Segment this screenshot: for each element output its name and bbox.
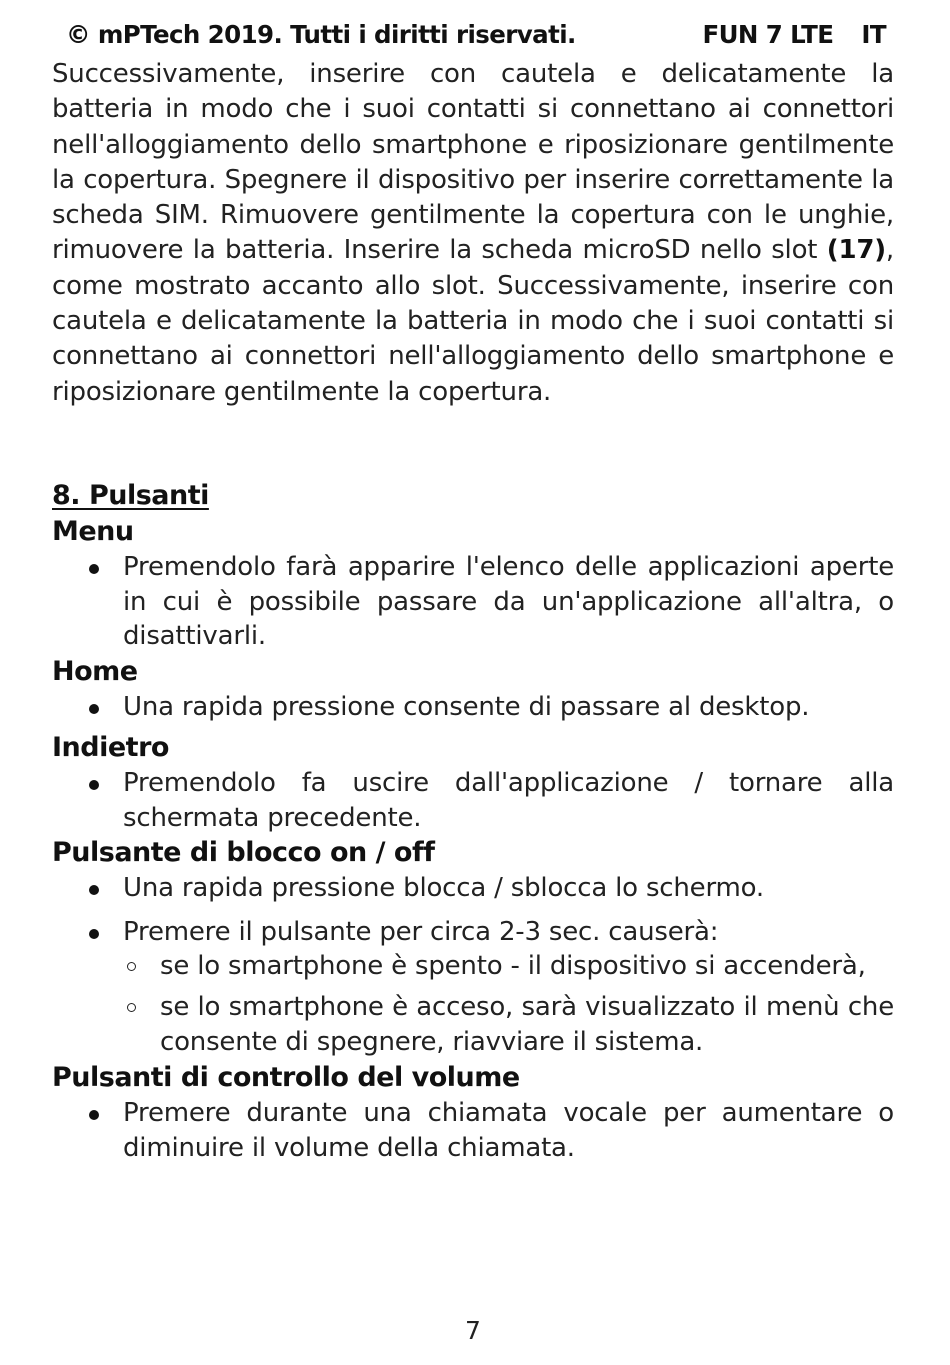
list-item	[52, 915, 894, 1061]
copyright-notice: © mPTech 2019. Tutti i diritti riservati.	[66, 20, 576, 49]
list-item-text: Premendolo farà apparire l'elenco delle applicazioni aperte in cui è possibile passare da un'applicazione all'altra, o disattivarli.	[123, 552, 894, 651]
sub-list-item	[123, 949, 894, 984]
circle-bullet-icon	[127, 962, 136, 971]
list-item	[52, 690, 894, 725]
bullet-icon	[89, 564, 99, 574]
power-heading: Pulsante di blocco on / off	[52, 837, 435, 868]
power-list	[52, 871, 894, 1060]
list-item-text: Una rapida pressione consente di passare al desktop.	[123, 691, 810, 722]
bullet-icon	[89, 929, 99, 939]
sub-list-item-text: se lo smartphone è spento - il dispositivo si accenderà,	[160, 951, 866, 981]
intro-text-before: Successivamente, inserire con cautela e delicatamente la batteria in modo che i suoi contatti si connettano ai connettori nell'alloggiamento dello smartphone e riposizionare gentilmente la copertura. Spegnere il dispositivo per inserire correttamente la scheda SIM. Rimuovere gentilmente la copertura con le unghie, rimuovere la batteria. Inserire la scheda microSD nello slot	[52, 59, 894, 266]
back-heading: Indietro	[52, 732, 169, 763]
sub-list-item	[123, 990, 894, 1060]
running-header	[66, 20, 886, 54]
intro-text-after: , come mostrato accanto allo slot. Successivamente, inserire con cautela e delicatamente la batteria in modo che i suoi contatti si connettano ai connettori nell'alloggiamento dello smartphone e riposizionare gentilmente la copertura.	[52, 235, 894, 407]
list-item	[52, 1096, 894, 1165]
slot-reference: (17)	[826, 235, 886, 266]
page-number: 7	[465, 1316, 481, 1345]
bullet-icon	[89, 885, 99, 895]
list-item-text: Premere il pulsante per circa 2-3 sec. causerà:	[123, 916, 719, 947]
list-item	[52, 550, 894, 654]
home-list	[52, 690, 894, 725]
bullet-icon	[89, 1110, 99, 1120]
language-code: IT	[861, 20, 886, 49]
list-item-text: Una rapida pressione blocca / sblocca lo schermo.	[123, 873, 764, 903]
volume-list	[52, 1096, 894, 1165]
buttons-section	[52, 478, 894, 1165]
list-item	[52, 871, 894, 906]
home-heading: Home	[52, 655, 138, 687]
power-sublist	[123, 949, 894, 1060]
menu-heading: Menu	[52, 516, 134, 547]
bullet-icon	[89, 780, 99, 790]
volume-heading: Pulsanti di controllo del volume	[52, 1062, 520, 1093]
section-title: 8. Pulsanti	[52, 480, 209, 511]
intro-paragraph	[52, 57, 894, 410]
circle-bullet-icon	[127, 1003, 136, 1012]
list-item-text: Premere durante una chiamata vocale per aumentare o diminuire il volume della chiamata.	[123, 1098, 894, 1163]
menu-list	[52, 550, 894, 654]
list-item	[52, 766, 894, 835]
model-language	[675, 20, 887, 49]
document-page	[52, 0, 894, 1365]
list-item-text: Premendolo fa uscire dall'applicazione / tornare alla schermata precedente.	[123, 768, 894, 833]
back-list	[52, 766, 894, 835]
sub-list-item-text: se lo smartphone è acceso, sarà visualizzato il menù che consente di spegnere, riavviare il sistema.	[160, 992, 894, 1057]
model-name: FUN 7 LTE	[702, 20, 834, 49]
bullet-icon	[89, 704, 99, 714]
